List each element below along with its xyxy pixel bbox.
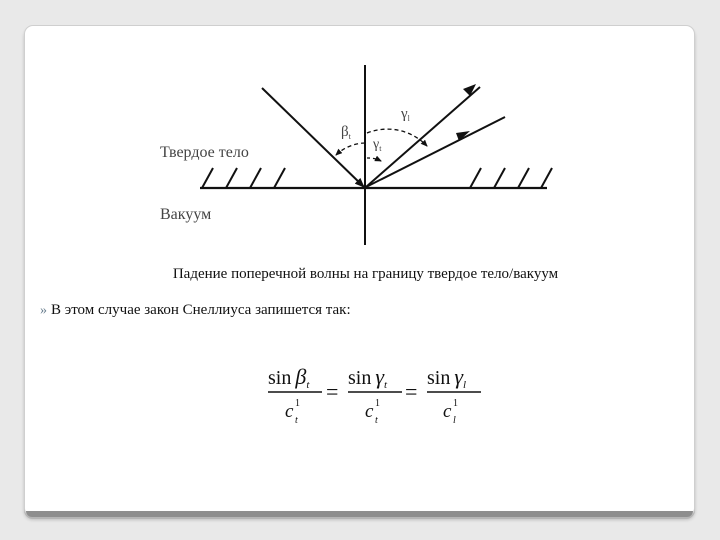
svg-text:t: t bbox=[295, 415, 298, 426]
formula-term-2 bbox=[348, 364, 402, 426]
svg-text:1: 1 bbox=[295, 398, 300, 409]
svg-text:l: l bbox=[453, 415, 456, 426]
svg-text:1: 1 bbox=[453, 398, 458, 409]
angle-label-gamma-l: $\gamma_l$ bbox=[401, 106, 410, 123]
label-solid: Твердое тело bbox=[160, 144, 249, 161]
svg-text:c: c bbox=[285, 401, 294, 422]
svg-text:sinγt: $\sin \gamma_t$ bbox=[348, 364, 388, 391]
svg-text:sinβt: $\sin \beta_t$ bbox=[268, 364, 310, 391]
svg-text:c: c bbox=[443, 401, 452, 422]
bullet-text: В этом случае закон Снеллиуса запишется так: bbox=[51, 302, 351, 318]
equals-sign-1: = bbox=[326, 379, 339, 404]
angle-label-gamma-t: $\gamma_t$ bbox=[373, 137, 382, 153]
formula-term-1 bbox=[268, 364, 322, 426]
svg-text:sinγl: $\sin \gamma_l$ bbox=[427, 364, 467, 391]
svg-text:1: 1 bbox=[375, 398, 380, 409]
figure-caption: Падение поперечной волны на границу твердое тело/вакуум bbox=[172, 266, 559, 282]
svg-text:c: c bbox=[365, 401, 374, 422]
label-vacuum: Вакуум bbox=[160, 206, 212, 223]
angle-label-beta: $\beta_t$ bbox=[341, 124, 351, 141]
bullet-marker: » bbox=[40, 303, 47, 318]
formula-term-3 bbox=[427, 364, 481, 426]
svg-text:t: t bbox=[375, 415, 378, 426]
equals-sign-2: = bbox=[405, 379, 418, 404]
